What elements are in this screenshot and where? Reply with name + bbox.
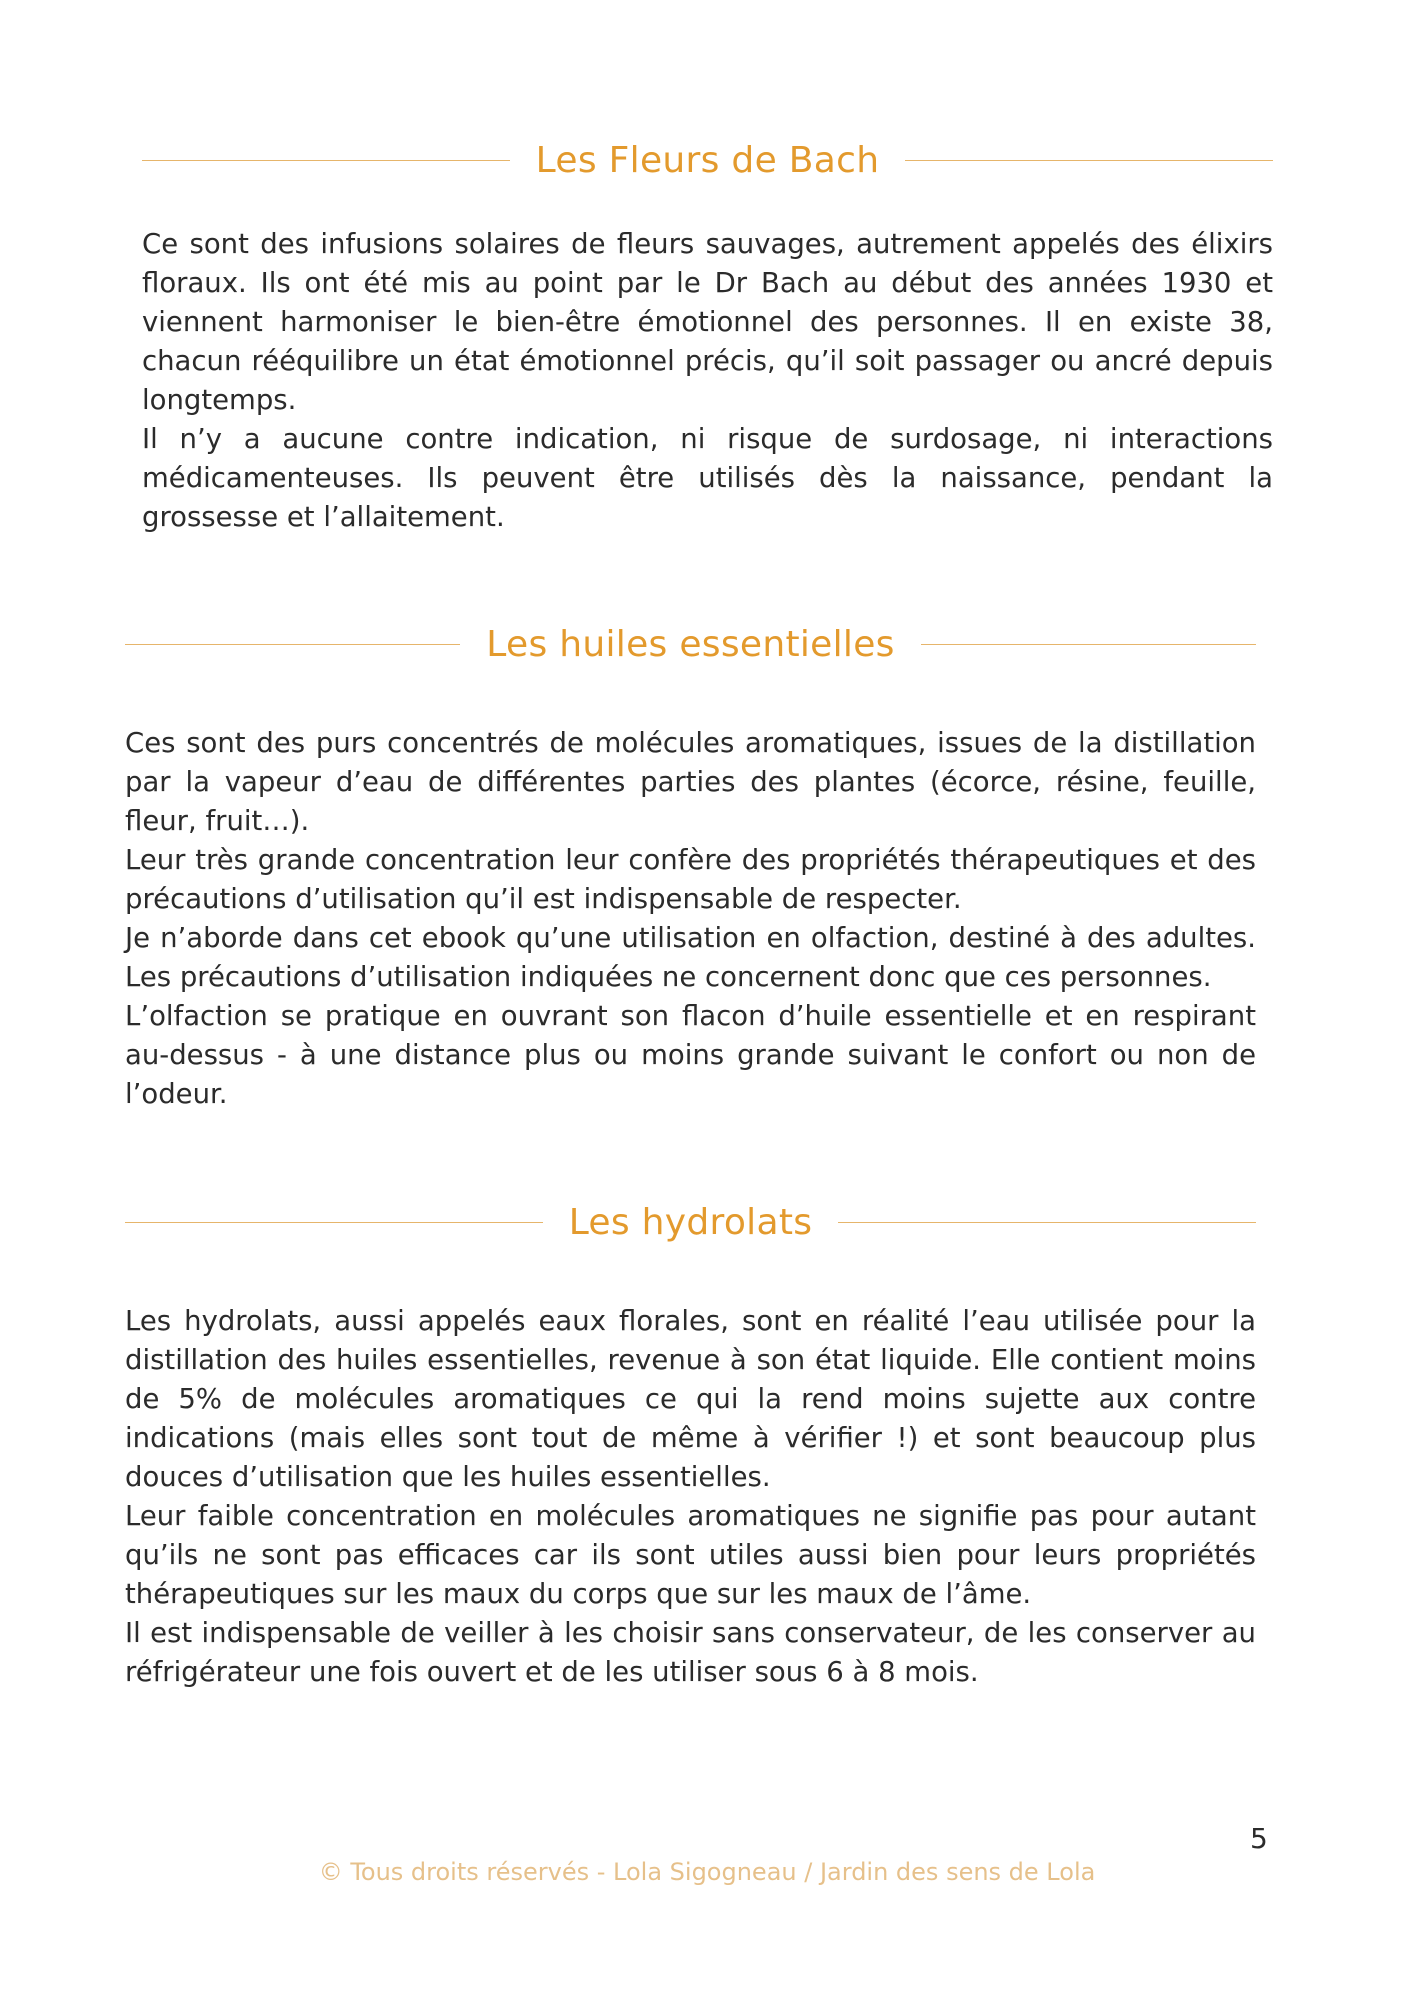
divider-line-left [125,1222,543,1223]
paragraph: Leur faible concentration en molécules aromatiques ne signifie pas pour autant qu’ils ne sont pas efficaces car ils sont utiles aussi bien pour leurs propriétés thérapeutiques sur les maux du corps que sur les maux de l’âme. [125,1500,1256,1610]
divider-line-right [921,644,1256,645]
section-title: Les hydrolats [568,1202,813,1243]
section-header-hydrolats [125,1202,1256,1243]
section-title: Les Fleurs de Bach [535,140,880,181]
paragraph: Ces sont des purs concentrés de molécules aromatiques, issues de la distillation par la vapeur d’eau de différentes parties des plantes (écorce, résine, feuille, fleur, fruit…). [125,727,1256,837]
paragraph: Ce sont des infusions solaires de fleurs sauvages, autrement appelés des élixirs floraux. Ils ont été mis au point par le Dr Bach au début des années 1930 et viennent harmoniser le bien-être émotionnel des personnes. Il en existe 38, chacun rééquilibre un état émotionnel précis, qu’il soit passager ou ancré depuis longtemps. [142,228,1273,416]
paragraph: L’olfaction se pratique en ouvrant son flacon d’huile essentielle et en respirant au-dessus - à une distance plus ou moins grande suivant le confort ou non de l’odeur. [125,1000,1256,1110]
section-header-fleurs-de-bach [142,140,1273,181]
section-header-huiles-essentielles [125,624,1256,665]
section-title: Les huiles essentielles [486,624,895,665]
divider-line-right [838,1222,1256,1223]
section-body-huiles-essentielles [125,724,1256,1114]
divider-line-left [125,644,460,645]
section-body-hydrolats [125,1302,1256,1692]
divider-line-left [142,160,510,161]
paragraph: Je n’aborde dans cet ebook qu’une utilisation en olfaction, destiné à des adultes. Les précautions d’utilisation indiquées ne concernent donc que ces personnes. [125,922,1256,993]
paragraph: Il est indispensable de veiller à les choisir sans conservateur, de les conserver au réfrigérateur une fois ouvert et de les utiliser sous 6 à 8 mois. [125,1617,1256,1688]
paragraph: Les hydrolats, aussi appelés eaux florales, sont en réalité l’eau utilisée pour la distillation des huiles essentielles, revenue à son état liquide. Elle contient moins de 5% de molécules aromatiques ce qui la rend moins sujette aux contre indications (mais elles sont tout de même à vérifier !) et sont beaucoup plus douces d’utilisation que les huiles essentielles. [125,1305,1256,1493]
paragraph: Leur très grande concentration leur confère des propriétés thérapeutiques et des précautions d’utilisation qu’il est indispensable de respecter. [125,844,1256,915]
page-number: 5 [1250,1822,1268,1855]
copyright-footer: © Tous droits réservés - Lola Sigogneau / Jardin des sens de Lola [318,1858,1096,1886]
section-body-fleurs-de-bach [142,225,1273,537]
paragraph: Il n’y a aucune contre indication, ni risque de surdosage, ni interactions médicamenteuses. Ils peuvent être utilisés dès la naissance, pendant la grossesse et l’allaitement. [142,423,1273,533]
divider-line-right [905,160,1273,161]
